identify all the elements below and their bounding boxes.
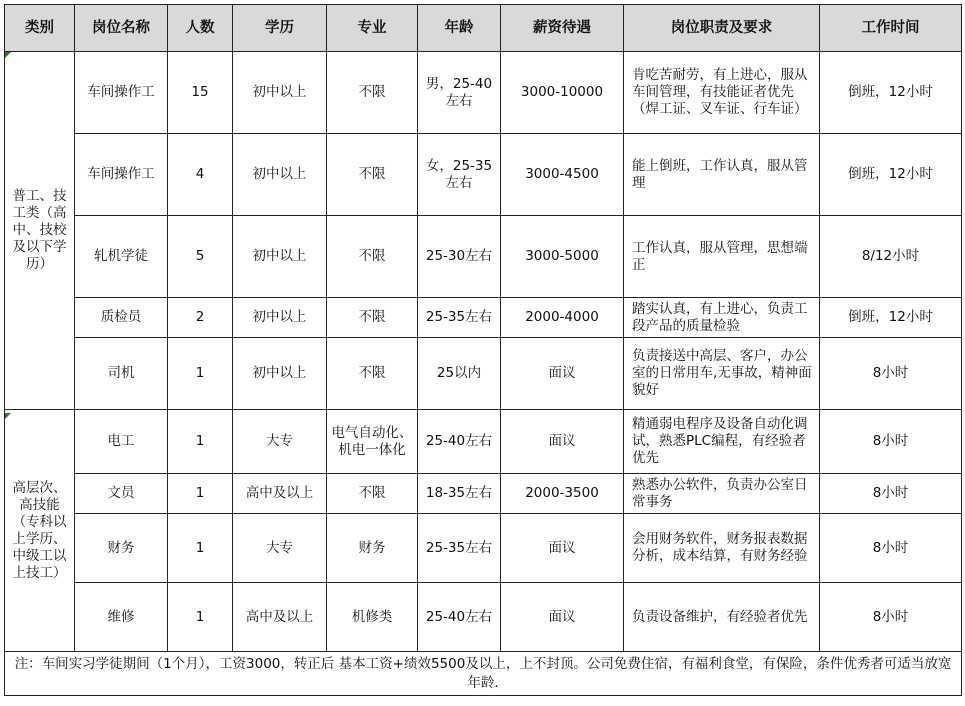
duties-cell: 踏实认真，有上进心，负责工段产品的质量检验 [624, 298, 820, 338]
age-cell: 25-30左右 [418, 216, 501, 298]
education-cell: 初中以上 [233, 298, 327, 338]
duties-cell: 工作认真，服从管理，思想端正 [624, 216, 820, 298]
header-education: 学历 [233, 5, 327, 52]
major-cell: 不限 [327, 298, 418, 338]
education-cell: 初中以上 [233, 134, 327, 216]
comment-marker-icon [5, 413, 11, 419]
salary-cell: 面议 [501, 583, 624, 652]
table-row [5, 410, 962, 474]
recruitment-table [4, 4, 962, 696]
header-salary: 薪资待遇 [501, 5, 624, 52]
salary-cell: 2000-4000 [501, 298, 624, 338]
category-cell: 普工、技工类（高中、技校及以下学历） [5, 52, 75, 410]
age-cell: 18-35左右 [418, 474, 501, 514]
hours-cell: 8小时 [820, 474, 962, 514]
salary-cell: 3000-10000 [501, 52, 624, 134]
position-cell: 文员 [75, 474, 168, 514]
count-cell: 2 [168, 298, 233, 338]
duties-cell: 负责设备维护，有经验者优先 [624, 583, 820, 652]
education-cell: 初中以上 [233, 216, 327, 298]
header-age: 年龄 [418, 5, 501, 52]
duties-cell: 精通弱电程序及设备自动化调试，熟悉PLC编程，有经验者优先 [624, 410, 820, 474]
position-cell: 维修 [75, 583, 168, 652]
count-cell: 5 [168, 216, 233, 298]
duties-cell: 负责接送中高层、客户，办公室的日常用车,无事故，精神面貌好 [624, 338, 820, 410]
salary-cell: 面议 [501, 410, 624, 474]
count-cell: 1 [168, 474, 233, 514]
age-cell: 男，25-40左右 [418, 52, 501, 134]
major-cell: 不限 [327, 474, 418, 514]
header-category: 类别 [5, 5, 75, 52]
footnote: 注：车间实习学徒期间（1个月），工资3000，转正后 基本工资+绩效5500及以上，上不封顶。公司免费住宿，有福利食堂，有保险，条件优秀者可适当放宽年龄. [5, 652, 962, 696]
count-cell: 15 [168, 52, 233, 134]
duties-cell: 熟悉办公软件，负责办公室日常事务 [624, 474, 820, 514]
count-cell: 4 [168, 134, 233, 216]
hours-cell: 倒班，12小时 [820, 298, 962, 338]
position-cell: 车间操作工 [75, 52, 168, 134]
count-cell: 1 [168, 338, 233, 410]
age-cell: 25-40左右 [418, 583, 501, 652]
count-cell: 1 [168, 410, 233, 474]
education-cell: 高中及以上 [233, 583, 327, 652]
major-cell: 机修类 [327, 583, 418, 652]
major-cell: 不限 [327, 52, 418, 134]
duties-cell: 能上倒班，工作认真，服从管理 [624, 134, 820, 216]
table-row [5, 298, 962, 338]
hours-cell: 8小时 [820, 583, 962, 652]
position-cell: 财务 [75, 514, 168, 583]
count-cell: 1 [168, 514, 233, 583]
position-cell: 司机 [75, 338, 168, 410]
major-cell: 财务 [327, 514, 418, 583]
age-cell: 25以内 [418, 338, 501, 410]
position-cell: 电工 [75, 410, 168, 474]
age-cell: 25-35左右 [418, 298, 501, 338]
salary-cell: 3000-5000 [501, 216, 624, 298]
age-cell: 25-35左右 [418, 514, 501, 583]
salary-cell: 面议 [501, 514, 624, 583]
header-major: 专业 [327, 5, 418, 52]
header-row [5, 5, 962, 52]
salary-cell: 2000-3500 [501, 474, 624, 514]
duties-cell: 会用财务软件，财务报表数据分析，成本结算，有财务经验 [624, 514, 820, 583]
hours-cell: 8小时 [820, 514, 962, 583]
major-cell: 不限 [327, 134, 418, 216]
comment-marker-icon [5, 52, 11, 58]
salary-cell: 面议 [501, 338, 624, 410]
education-cell: 大专 [233, 514, 327, 583]
table-row [5, 514, 962, 583]
hours-cell: 倒班，12小时 [820, 52, 962, 134]
education-cell: 大专 [233, 410, 327, 474]
age-cell: 25-40左右 [418, 410, 501, 474]
category-cell: 高层次、高技能（专科以上学历、中级工以上技工） [5, 410, 75, 652]
position-cell: 轧机学徒 [75, 216, 168, 298]
major-cell: 电气自动化、机电一体化 [327, 410, 418, 474]
education-cell: 初中以上 [233, 338, 327, 410]
position-cell: 车间操作工 [75, 134, 168, 216]
count-cell: 1 [168, 583, 233, 652]
table-row [5, 216, 962, 298]
note-row [5, 652, 962, 696]
duties-cell: 肯吃苦耐劳，有上进心，服从车间管理，有技能证者优先（焊工证、叉车证、行车证） [624, 52, 820, 134]
table-row [5, 338, 962, 410]
header-hours: 工作时间 [820, 5, 962, 52]
hours-cell: 倒班，12小时 [820, 134, 962, 216]
table-row [5, 134, 962, 216]
age-cell: 女，25-35左右 [418, 134, 501, 216]
position-cell: 质检员 [75, 298, 168, 338]
major-cell: 不限 [327, 338, 418, 410]
header-count: 人数 [168, 5, 233, 52]
header-duties: 岗位职责及要求 [624, 5, 820, 52]
table-row [5, 52, 962, 134]
education-cell: 高中及以上 [233, 474, 327, 514]
hours-cell: 8小时 [820, 410, 962, 474]
header-position: 岗位名称 [75, 5, 168, 52]
hours-cell: 8/12小时 [820, 216, 962, 298]
major-cell: 不限 [327, 216, 418, 298]
education-cell: 初中以上 [233, 52, 327, 134]
table-row [5, 474, 962, 514]
hours-cell: 8小时 [820, 338, 962, 410]
salary-cell: 3000-4500 [501, 134, 624, 216]
table-row [5, 583, 962, 652]
